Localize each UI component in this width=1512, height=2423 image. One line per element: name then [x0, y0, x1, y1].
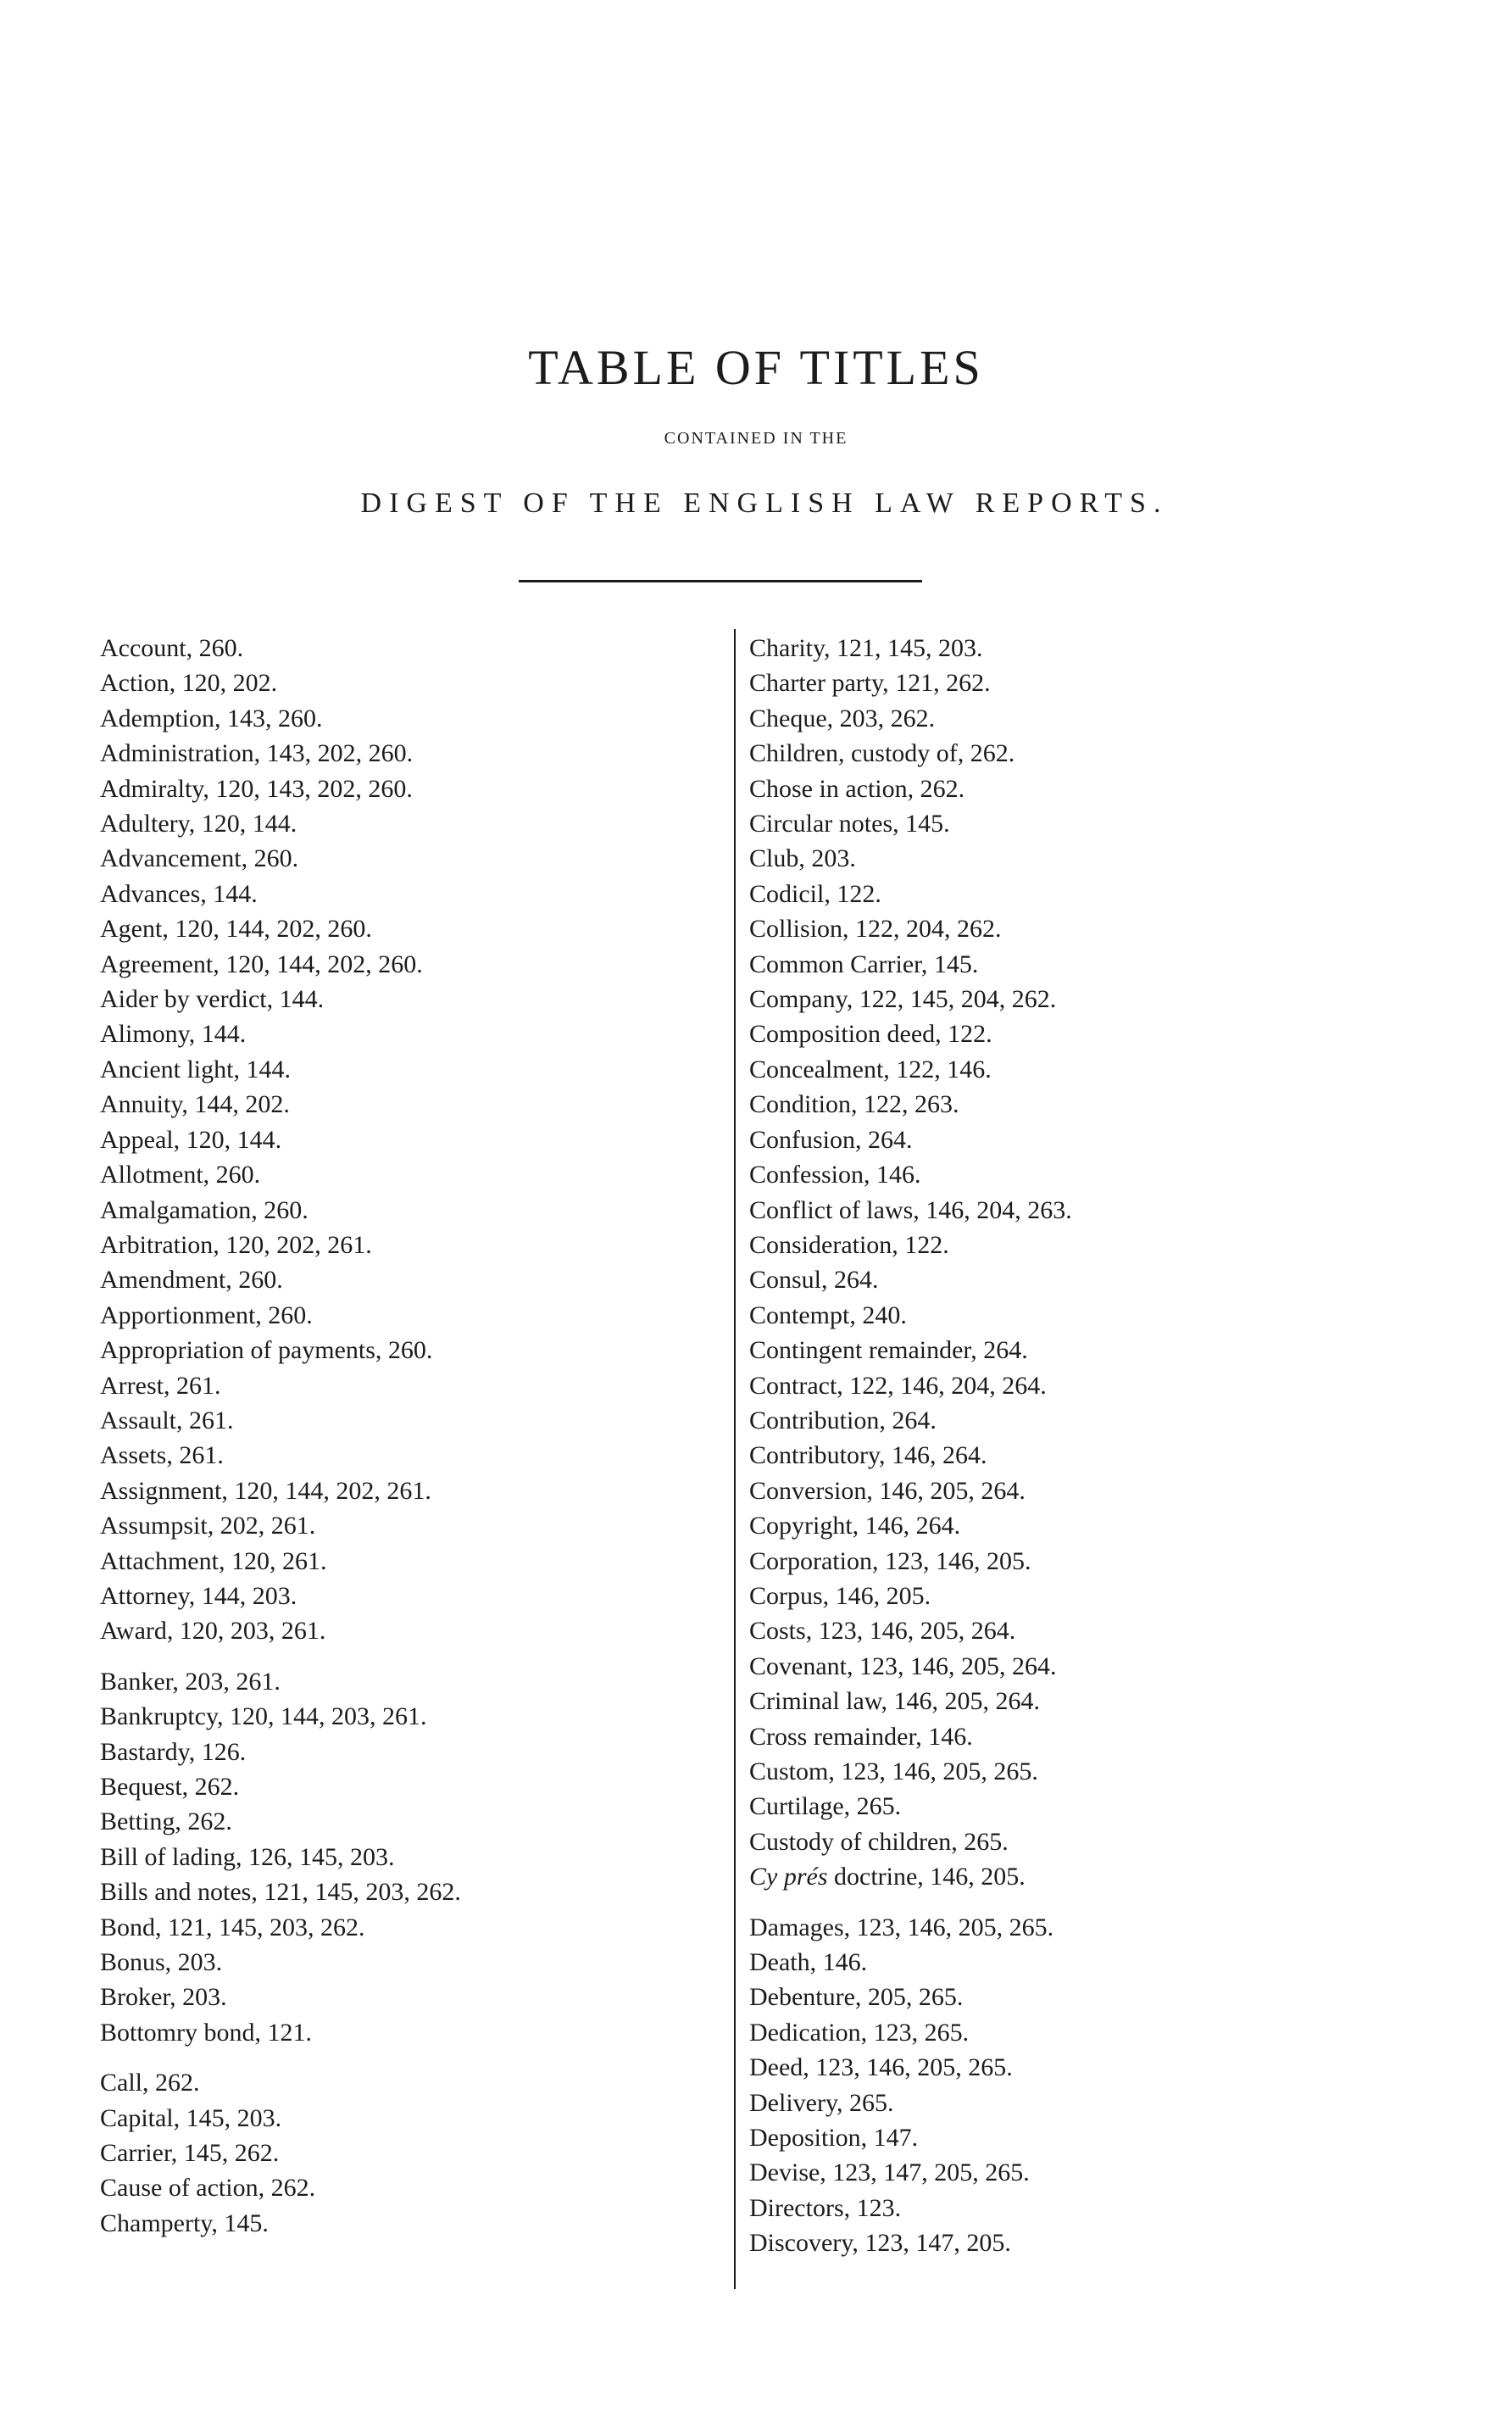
title-entry: Contingent remainder, 264.	[749, 1336, 1028, 1365]
title-entry: Bequest, 262.	[100, 1773, 240, 1801]
title-entry: Annuity, 144, 202.	[100, 1090, 290, 1119]
title-entry: Agreement, 120, 144, 202, 260.	[100, 950, 423, 978]
title-entry: Bottomry bond, 121.	[100, 2018, 313, 2047]
title-entry-pages: doctrine, 146, 205.	[827, 1863, 1026, 1891]
title-entry: Chose in action, 262.	[749, 774, 965, 803]
title-entry: Delivery, 265.	[749, 2088, 894, 2117]
title-entry: Dedication, 123, 265.	[749, 2018, 970, 2047]
title-entry: Advancement, 260.	[100, 844, 299, 873]
title-entry: Consul, 264.	[749, 1266, 879, 1295]
right-column	[734, 629, 1378, 2289]
title-entry: Appeal, 120, 144.	[100, 1125, 282, 1154]
title-entry: Assignment, 120, 144, 202, 261.	[100, 1476, 431, 1505]
title-entry: Amendment, 260.	[100, 1266, 283, 1295]
left-column	[100, 631, 693, 2256]
title-entry: Damages, 123, 146, 205, 265.	[749, 1913, 1054, 1941]
title-entry: Death, 146.	[749, 1948, 868, 1977]
title-entry: Charity, 121, 145, 203.	[749, 634, 983, 662]
title-entry: Allotment, 260.	[100, 1161, 261, 1189]
title-entry: Capital, 145, 203.	[100, 2103, 282, 2132]
title-entry: Concealment, 122, 146.	[749, 1055, 992, 1083]
title-entry: Deposition, 147.	[749, 2124, 919, 2153]
title-entry: Custody of children, 265.	[749, 1827, 1009, 1856]
title-entry: Covenant, 123, 146, 205, 264.	[749, 1652, 1057, 1680]
title-group	[100, 2065, 693, 2241]
title-entry: Alimony, 144.	[100, 1020, 247, 1049]
title-entry: Conversion, 146, 205, 264.	[749, 1476, 1026, 1505]
title-entry: Appropriation of payments, 260.	[100, 1336, 433, 1365]
title-entry: Attachment, 120, 261.	[100, 1546, 327, 1575]
title-group	[749, 631, 1378, 1895]
title-entry: Contract, 122, 146, 204, 264.	[749, 1371, 1047, 1400]
title-entry: Assumpsit, 202, 261.	[100, 1512, 316, 1540]
title-entry: Assets, 261.	[100, 1441, 224, 1470]
title-entry: Contempt, 240.	[749, 1301, 907, 1329]
page-title: TABLE OF TITLES	[528, 340, 984, 395]
title-group	[100, 1664, 693, 2050]
title-entry: Aider by verdict, 144.	[100, 985, 325, 1014]
title-entry: Contribution, 264.	[749, 1406, 937, 1434]
title-group	[749, 1910, 1378, 2261]
title-entry: Bill of lading, 126, 145, 203.	[100, 1842, 395, 1871]
title-entry: Confusion, 264.	[749, 1125, 913, 1154]
title-entry: Cause of action, 262.	[100, 2174, 316, 2203]
title-entry: Children, custody of, 262.	[749, 739, 1015, 768]
title-entry: Amalgamation, 260.	[100, 1195, 309, 1224]
title-entry: Common Carrier, 145.	[749, 950, 979, 978]
title-entry: Carrier, 145, 262.	[100, 2139, 280, 2168]
title-entry: Company, 122, 145, 204, 262.	[749, 985, 1057, 1014]
title-entry: Codicil, 122.	[749, 879, 881, 908]
title-entry: Advances, 144.	[100, 879, 258, 908]
page-subtitle: CONTAINED IN THE	[664, 429, 848, 448]
title-entry: Bills and notes, 121, 145, 203, 262.	[100, 1878, 461, 1907]
title-entry: Broker, 203.	[100, 1983, 227, 2012]
title-entry: Directors, 123.	[749, 2193, 902, 2222]
title-entry: Club, 203.	[749, 844, 856, 873]
title-entry: Cross remainder, 146.	[749, 1722, 973, 1751]
title-entry: Curtilage, 265.	[749, 1792, 902, 1821]
title-entry: Assault, 261.	[100, 1406, 234, 1434]
title-entry: Condition, 122, 263.	[749, 1090, 959, 1119]
title-entry: Charter party, 121, 262.	[749, 669, 991, 698]
title-entry: Contributory, 146, 264.	[749, 1441, 987, 1470]
title-entry: Champerty, 145.	[100, 2209, 269, 2237]
page-subtitle-digest: DIGEST OF THE ENGLISH LAW REPORTS.	[360, 487, 1169, 519]
title-entry: Custom, 123, 146, 205, 265.	[749, 1757, 1038, 1785]
title-entry: Conflict of laws, 146, 204, 263.	[749, 1195, 1072, 1224]
title-entry: Corpus, 146, 205.	[749, 1581, 931, 1610]
title-entry: Cheque, 203, 262.	[749, 704, 936, 732]
title-entry: Betting, 262.	[100, 1808, 232, 1836]
title-entry: Circular notes, 145.	[749, 810, 950, 838]
title-entry: Call, 262.	[100, 2069, 200, 2097]
title-rule	[519, 580, 922, 582]
title-entry: Composition deed, 122.	[749, 1020, 992, 1049]
title-entry: Bonus, 203.	[100, 1948, 223, 1977]
title-entry: Discovery, 123, 147, 205.	[749, 2229, 1011, 2258]
title-entry: Bond, 121, 145, 203, 262.	[100, 1913, 365, 1941]
title-entry: Bankruptcy, 120, 144, 203, 261.	[100, 1702, 427, 1731]
title-entry: Debenture, 205, 265.	[749, 1983, 964, 2012]
title-entry: Arbitration, 120, 202, 261.	[100, 1230, 372, 1259]
title-entry: Confession, 146.	[749, 1161, 921, 1189]
title-entry: Award, 120, 203, 261.	[100, 1617, 326, 1646]
title-entry: Criminal law, 146, 205, 264.	[749, 1687, 1041, 1716]
title-group	[100, 631, 693, 1649]
title-entry: Administration, 143, 202, 260.	[100, 739, 414, 768]
title-entry: Admiralty, 120, 143, 202, 260.	[100, 774, 413, 803]
title-entry-italic: Cy prés	[749, 1863, 828, 1891]
title-entry: Action, 120, 202.	[100, 669, 278, 698]
title-entry: Agent, 120, 144, 202, 260.	[100, 915, 372, 944]
title-entry: Bastardy, 126.	[100, 1737, 247, 1766]
title-entry: Ademption, 143, 260.	[100, 704, 323, 732]
title-entry: Collision, 122, 204, 262.	[749, 915, 1002, 944]
title-entry: Deed, 123, 146, 205, 265.	[749, 2053, 1013, 2082]
title-entry: Copyright, 146, 264.	[749, 1512, 961, 1540]
title-entry: Account, 260.	[100, 634, 244, 662]
title-entry: Adultery, 120, 144.	[100, 810, 297, 838]
title-entry: Ancient light, 144.	[100, 1055, 291, 1083]
title-entry: Costs, 123, 146, 205, 264.	[749, 1617, 1016, 1646]
title-entry: Devise, 123, 147, 205, 265.	[749, 2158, 1030, 2187]
title-entry: Attorney, 144, 203.	[100, 1581, 297, 1610]
title-entry: Banker, 203, 261.	[100, 1667, 281, 1696]
title-entry: Consideration, 122.	[749, 1230, 949, 1259]
title-entry: Corporation, 123, 146, 205.	[749, 1546, 1031, 1575]
title-entry: Apportionment, 260.	[100, 1301, 313, 1329]
title-entry: Arrest, 261.	[100, 1371, 221, 1400]
title-entry	[749, 1859, 1378, 1894]
